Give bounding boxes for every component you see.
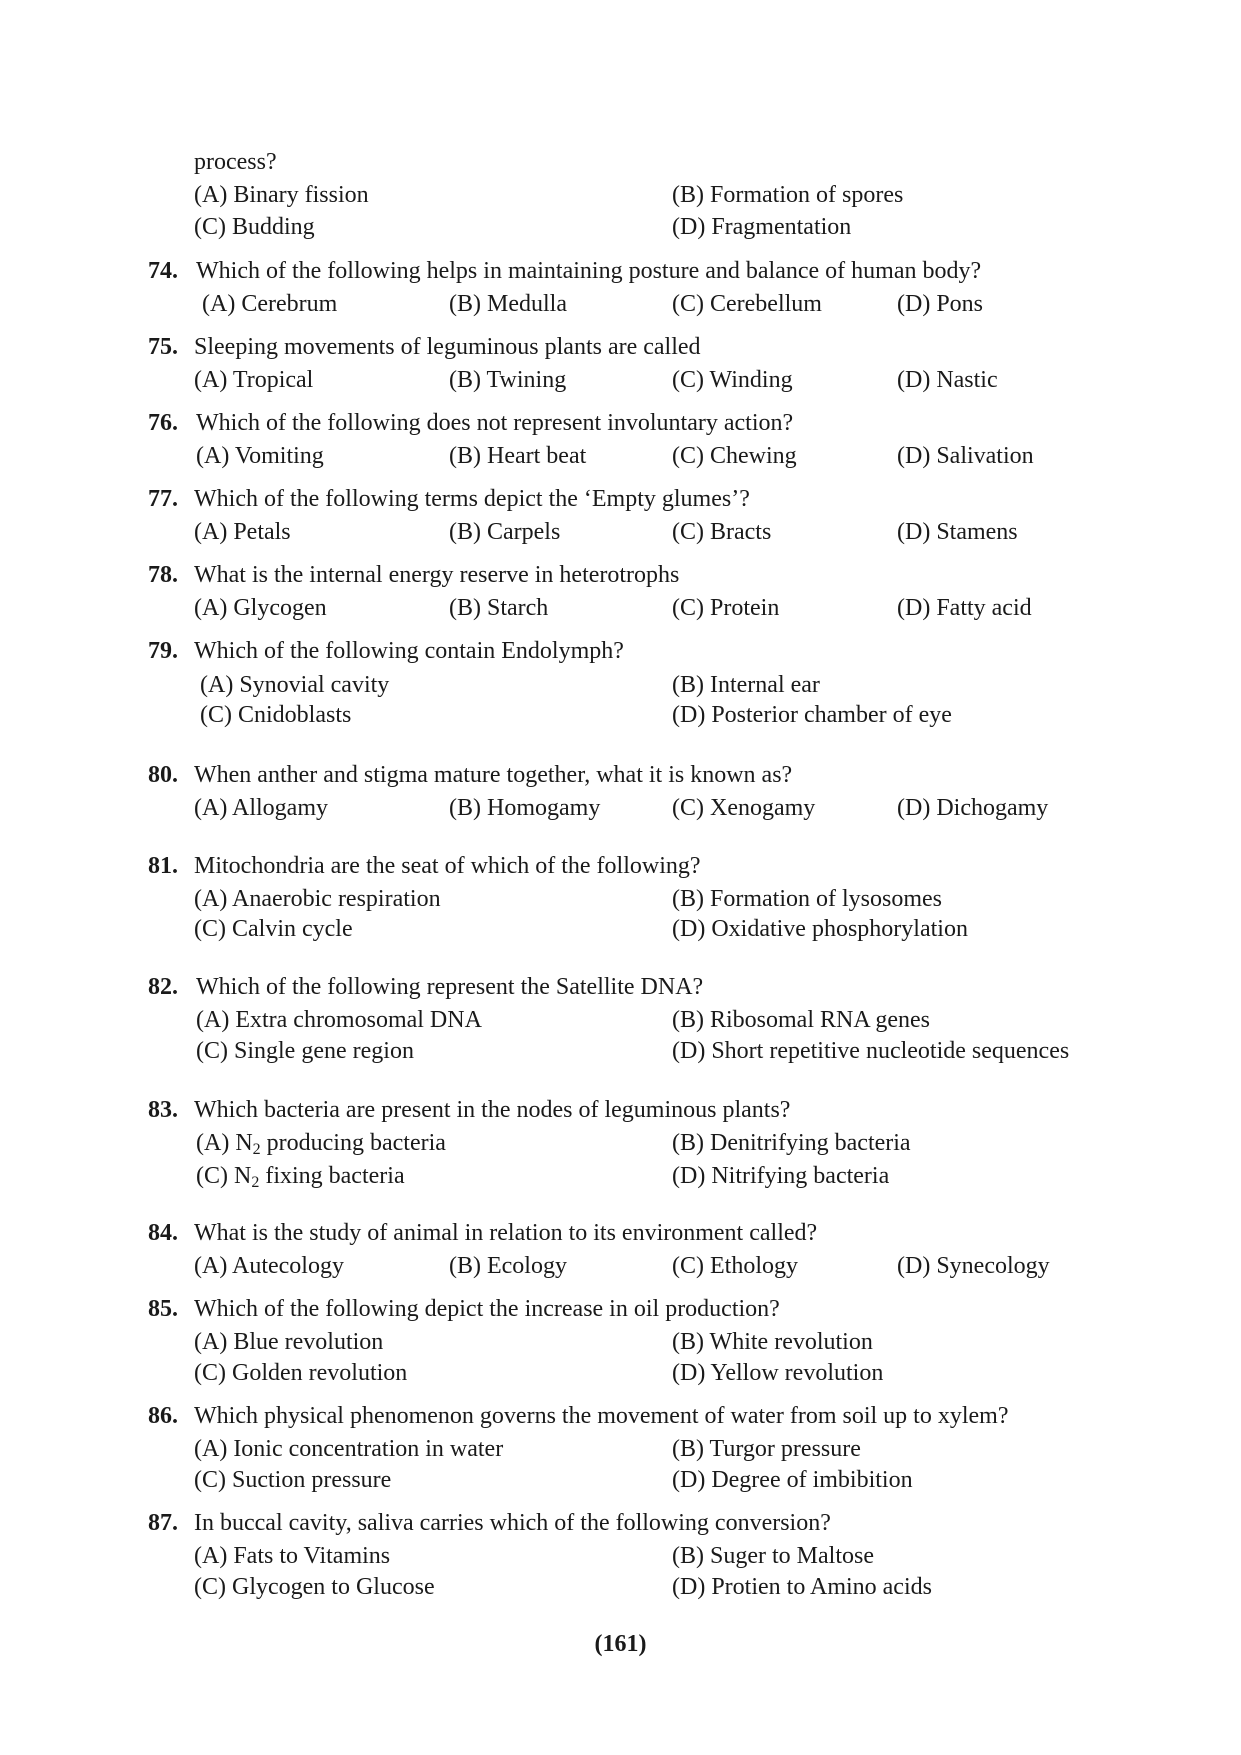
option-c: (C) Single gene region <box>196 1038 414 1064</box>
option-b: (B) Starch <box>449 595 549 621</box>
carry-over-option-a: (A) Binary fission <box>194 182 369 208</box>
option-b: (B) Turgor pressure <box>672 1436 861 1462</box>
question-text: Which of the following represent the Satellite DNA? <box>196 974 704 1000</box>
option-d: (D) Posterior chamber of eye <box>672 702 952 728</box>
option-a: (A) Glycogen <box>194 595 327 621</box>
question-text: Which physical phenomenon governs the movement of water from soil up to xylem? <box>194 1403 1009 1429</box>
option-d: (D) Nastic <box>897 367 998 393</box>
option-d: (D) Salivation <box>897 443 1034 469</box>
option-d: (D) Yellow revolution <box>672 1360 884 1386</box>
option-d: (D) Short repetitive nucleotide sequences <box>672 1038 1070 1064</box>
option-a: (A) Cerebrum <box>202 291 338 317</box>
option-a: (A) Extra chromosomal DNA <box>196 1007 482 1033</box>
option-c: (C) Glycogen to Glucose <box>194 1574 435 1600</box>
option-c: (C) Bracts <box>672 519 772 545</box>
question-number: 74. <box>148 258 178 284</box>
question-number: 84. <box>148 1220 178 1246</box>
question-text: Which of the following depict the increase in oil production? <box>194 1296 780 1322</box>
option-a: (A) Petals <box>194 519 291 545</box>
option-d: (D) Stamens <box>897 519 1018 545</box>
option-c: (C) Cerebellum <box>672 291 822 317</box>
option-d: (D) Pons <box>897 291 984 317</box>
option-b: (B) Medulla <box>449 291 567 317</box>
question-number: 87. <box>148 1510 178 1536</box>
option-b: (B) Ribosomal RNA genes <box>672 1007 930 1033</box>
option-c: (C) Protein <box>672 595 780 621</box>
option-d: (D) Degree of imbibition <box>672 1467 913 1493</box>
option-b: (B) White revolution <box>672 1329 873 1355</box>
question-number: 86. <box>148 1403 178 1429</box>
question-number: 82. <box>148 974 178 1000</box>
question-number: 77. <box>148 486 178 512</box>
option-a: (A) $N_2$ producing bacteria <box>196 1130 446 1158</box>
option-b: (B) Carpels <box>449 519 561 545</box>
question-text: Which of the following terms depict the ‘Empty glumes’? <box>194 486 750 512</box>
option-b: (B) Formation of lysosomes <box>672 886 942 912</box>
question-text: In buccal cavity, saliva carries which of the following conversion? <box>194 1510 831 1536</box>
option-c: (C) $N_2$ fixing bacteria <box>196 1163 405 1191</box>
option-d: (D) Dichogamy <box>897 795 1049 821</box>
question-number: 80. <box>148 762 178 788</box>
question-text: When anther and stigma mature together, what it is known as? <box>194 762 793 788</box>
option-d: (D) Oxidative phosphorylation <box>672 916 968 942</box>
option-a: (A) Blue revolution <box>194 1329 384 1355</box>
question-number: 85. <box>148 1296 178 1322</box>
question-text: Which of the following contain Endolymph? <box>194 638 624 664</box>
option-a: (A) Vomiting <box>196 443 324 469</box>
question-text: Which of the following helps in maintaining posture and balance of human body? <box>196 258 982 284</box>
question-text: What is the study of animal in relation to its environment called? <box>194 1220 818 1246</box>
question-text: What is the internal energy reserve in heterotrophs <box>194 562 680 588</box>
question-text: Mitochondria are the seat of which of the following? <box>194 853 701 879</box>
option-a: (A) Ionic concentration in water <box>194 1436 504 1462</box>
question-text: Sleeping movements of leguminous plants are called <box>194 334 701 360</box>
option-b: (B) Homogamy <box>449 795 601 821</box>
question-number: 81. <box>148 853 178 879</box>
option-b: (B) Suger to Maltose <box>672 1543 874 1569</box>
option-c: (C) Ethology <box>672 1253 798 1279</box>
question-number: 76. <box>148 410 178 436</box>
question-number: 79. <box>148 638 178 664</box>
option-c: (C) Chewing <box>672 443 797 469</box>
option-a: (A) Anaerobic respiration <box>194 886 441 912</box>
option-a: (A) Autecology <box>194 1253 344 1279</box>
page-number: (161) <box>594 1631 647 1657</box>
option-b: (B) Heart beat <box>449 443 587 469</box>
option-b: (B) Denitrifying bacteria <box>672 1130 911 1156</box>
option-d: (D) Synecology <box>897 1253 1050 1279</box>
question-number: 78. <box>148 562 178 588</box>
option-a: (A) Fats to Vitamins <box>194 1543 391 1569</box>
option-b: (B) Twining <box>449 367 567 393</box>
option-d: (D) Fatty acid <box>897 595 1032 621</box>
carry-over-option-d: (D) Fragmentation <box>672 214 852 240</box>
option-a: (A) Synovial cavity <box>200 672 390 698</box>
carry-over-option-b: (B) Formation of spores <box>672 182 904 208</box>
option-c: (C) Cnidoblasts <box>200 702 352 728</box>
option-d: (D) Protien to Amino acids <box>672 1574 932 1600</box>
question-text: Which of the following does not represent involuntary action? <box>196 410 794 436</box>
carry-over-option-c: (C) Budding <box>194 214 315 240</box>
question-number: 75. <box>148 334 178 360</box>
option-a: (A) Tropical <box>194 367 314 393</box>
option-c: (C) Golden revolution <box>194 1360 408 1386</box>
option-a: (A) Allogamy <box>194 795 328 821</box>
option-c: (C) Calvin cycle <box>194 916 353 942</box>
option-c: (C) Suction pressure <box>194 1467 392 1493</box>
option-d: (D) Nitrifying bacteria <box>672 1163 890 1189</box>
question-number: 83. <box>148 1097 178 1123</box>
option-c: (C) Xenogamy <box>672 795 816 821</box>
option-b: (B) Internal ear <box>672 672 820 698</box>
carry-over-stem: process? <box>194 149 277 175</box>
option-c: (C) Winding <box>672 367 793 393</box>
question-text: Which bacteria are present in the nodes of leguminous plants? <box>194 1097 791 1123</box>
option-b: (B) Ecology <box>449 1253 567 1279</box>
